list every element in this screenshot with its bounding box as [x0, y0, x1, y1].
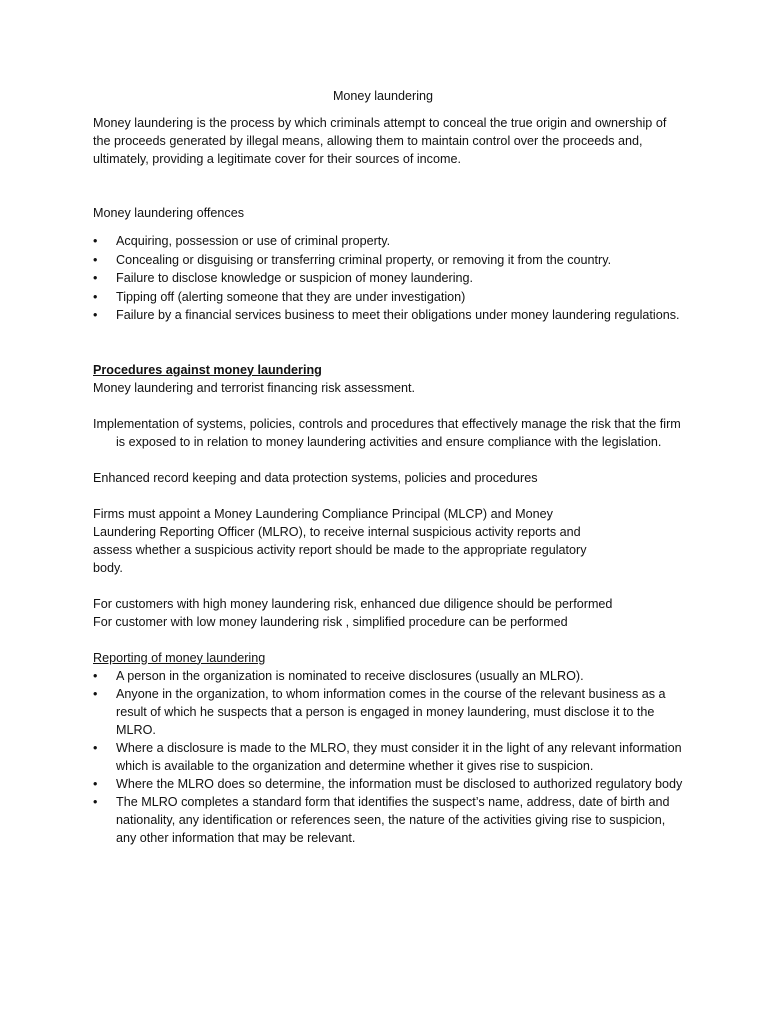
reporting-list: [93, 667, 683, 847]
spacer: [93, 577, 683, 595]
spacer: [93, 397, 683, 415]
intro-paragraph: Money laundering is the process by which criminals attempt to conceal the true origin and ownership of the proceeds generated by illegal means, allowing them to maintain control over the proceeds and, ultimately, providing a legitimate cover for their sources of income.: [93, 116, 667, 166]
appointment-line: assess whether a suspicious activity report should be made to the appropriate regulatory: [93, 542, 587, 557]
list-item-text: Acquiring, possession or use of criminal property.: [116, 234, 391, 248]
list-item-text: Concealing or disguising or transferring criminal property, or removing it from the country.: [116, 252, 612, 267]
list-item: [93, 667, 683, 685]
bullet-icon: •: [93, 252, 98, 267]
bullet-icon: •: [93, 308, 98, 322]
spacer: [93, 222, 683, 232]
list-item-text: Where the MLRO does so determine, the information must be disclosed to authorized regulatory body: [116, 776, 683, 791]
bullet-icon: •: [93, 794, 98, 809]
list-item: [93, 685, 683, 739]
list-item-text: The MLRO completes a standard form that identifies the suspect’s name, address, date of birth and nationality, any identification or references seen, the nature of the activities giving rise to suspicion, any other information that may be relevant.: [116, 794, 670, 845]
bullet-icon: •: [93, 776, 98, 791]
list-item: [93, 232, 683, 250]
list-item: [93, 775, 683, 793]
spacer: [93, 487, 683, 505]
list-item-text: Failure by a financial services business to meet their obligations under money laundering regulations.: [116, 308, 680, 322]
spacer: [93, 168, 683, 204]
offences-list: [93, 232, 683, 324]
spacer: [93, 451, 683, 469]
list-item-text: Anyone in the organization, to whom information comes in the course of the relevant business as a result of which he suspects that a person is engaged in money laundering, must disclose it to the MLRO.: [116, 686, 666, 737]
appointment-line: body.: [93, 560, 123, 575]
due-diligence-high-text: For customers with high money laundering risk, enhanced due diligence should be performed: [93, 596, 613, 611]
list-item-text: Where a disclosure is made to the MLRO, they must consider it in the light of any relevant information which is available to the organization and determine whether it gives rise to suspicion.: [116, 740, 682, 773]
document-page: [93, 87, 683, 847]
bullet-icon: •: [93, 289, 98, 304]
procedures-heading: Procedures against money laundering: [93, 362, 322, 377]
spacer: [93, 631, 683, 649]
list-item: [93, 269, 683, 287]
list-item: [93, 306, 683, 324]
appointment-paragraph: [93, 505, 683, 577]
bullet-icon: •: [93, 686, 98, 701]
document-title: Money laundering: [332, 89, 434, 103]
list-item-text: Failure to disclose knowledge or suspicion of money laundering.: [116, 271, 474, 285]
appointment-line: Firms must appoint a Money Laundering Compliance Principal (MLCP) and Money: [93, 506, 553, 521]
risk-assessment-text: Money laundering and terrorist financing risk assessment.: [93, 380, 415, 395]
due-diligence-low-text: For customer with low money laundering risk , simplified procedure can be performed: [93, 614, 568, 629]
record-keeping-text: Enhanced record keeping and data protection systems, policies and procedures: [93, 470, 538, 485]
spacer: [93, 325, 683, 361]
list-item: [93, 793, 683, 847]
offences-heading: Money laundering offences: [93, 206, 244, 220]
bullet-icon: •: [93, 234, 98, 248]
implementation-paragraph: Implementation of systems, policies, controls and procedures that effectively manage the risk that the firm is exposed to in relation to money laundering activities and ensure compliance with the legislation.: [93, 416, 681, 449]
reporting-heading: Reporting of money laundering: [93, 650, 266, 665]
list-item: [93, 251, 683, 269]
list-item-text: A person in the organization is nominated to receive disclosures (usually an MLRO).: [116, 668, 584, 683]
list-item: [93, 739, 683, 775]
bullet-icon: •: [93, 271, 98, 285]
bullet-icon: •: [93, 740, 98, 755]
appointment-line: Laundering Reporting Officer (MLRO), to receive internal suspicious activity reports and: [93, 524, 581, 539]
bullet-icon: •: [93, 668, 98, 683]
list-item-text: Tipping off (alerting someone that they are under investigation): [116, 289, 466, 304]
list-item: [93, 288, 683, 306]
